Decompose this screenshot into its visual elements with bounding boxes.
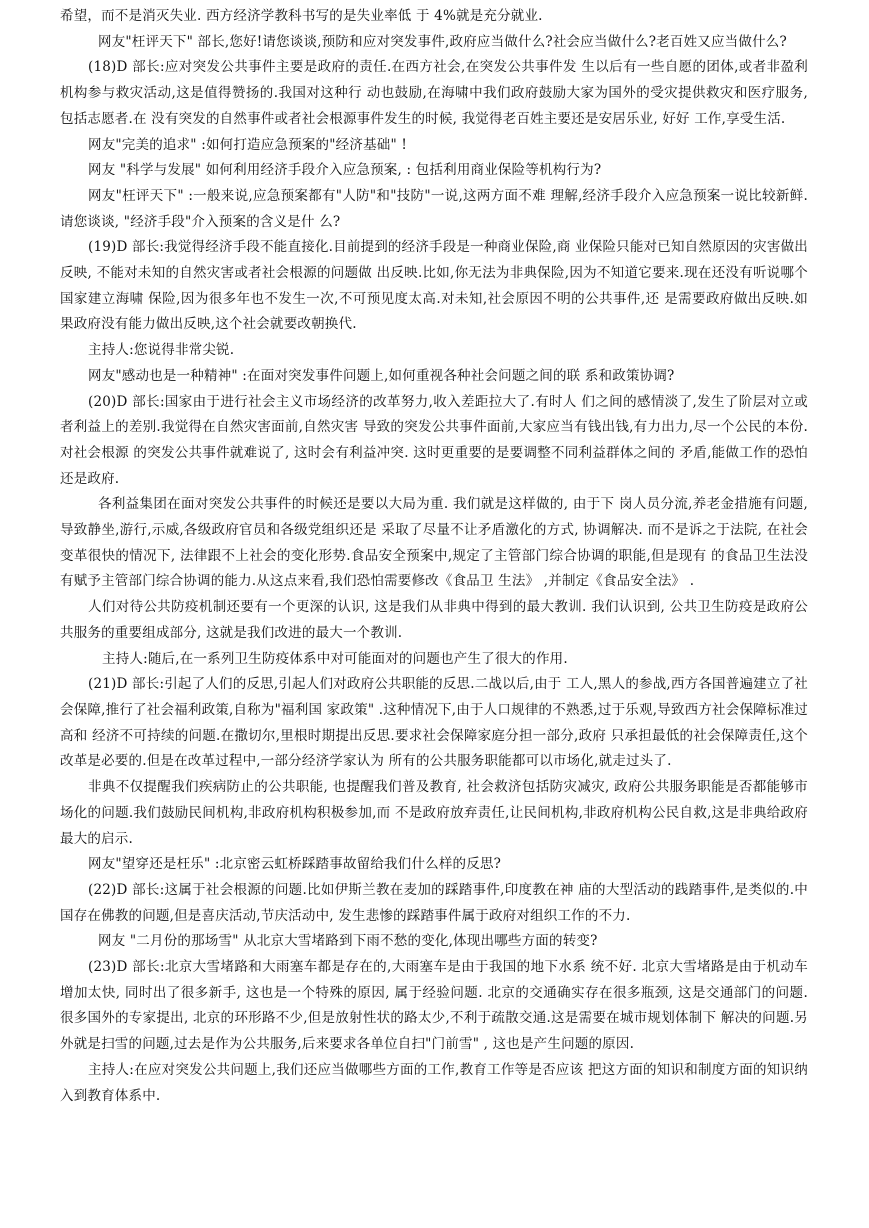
paragraph: 主持人:在应对突发公共问题上,我们还应当做哪些方面的工作,教育工作等是否应该 把这方面的知识和制度方面的知识纳入到教育体系中. bbox=[60, 1061, 808, 1104]
paragraph: (22)D 部长:这属于社会根源的问题.比如伊斯兰教在麦加的踩踏事件,印度教在神 庙的大型活动的践踏事件,是类似的.中国存在佛教的问题,但是喜庆活动,节庆活动中, 发生悲惨的踩踏事件属于政府对组织工作的不力. bbox=[60, 881, 808, 924]
paragraph: 网友 "科学与发展" 如何利用经济手段介入应急预案, : 包括利用商业保险等机构行为? bbox=[88, 162, 602, 179]
paragraph: (23)D 部长:北京大雪堵路和大雨塞车都是存在的,大雨塞车是由于我国的地下水系 统不好. 北京大雪堵路是由于机动车增加太快, 同时出了很多新手, 这也是一个特殊的原因, 属于经验问题. 北京的交通确实存在很多瓶颈, 这是交通部门的问题. 很多国外的专家提出, 北京的环形路不少,但是放射性状的路太少,不利于疏散交通.这是需要在城市规划体制下 解决的问题.另外就是扫雪的问题,过去是作为公共服务,后来要求各单位自扫"门前雪" , 这也是产生问题的原因. bbox=[60, 959, 808, 1053]
document-page bbox=[60, 4, 808, 1109]
paragraph: 网友"望穿还是枉乐" :北京密云虹桥踩踏事故留给我们什么样的反思? bbox=[88, 856, 502, 873]
paragraph: 网友"感动也是一种精神" :在面对突发事件问题上,如何重视各种社会问题之间的联 系和政策协调? bbox=[88, 367, 675, 384]
paragraph: 网友"枉评天下" :一般来说,应急预案都有"人防"和"技防"一说,这两方面不难 理解,经济手段介入应急预案一说比较新鲜.请您谈谈, "经济手段"介入预案的含义是什 么? bbox=[60, 187, 808, 230]
paragraph: 各利益集团在面对突发公共事件的时候还是要以大局为重. 我们就是这样做的, 由于下 岗人员分流,养老金措施有问题,导致静坐,游行,示威,各级政府官员和各级党组织还是 采取了尽量不让矛盾激化的方式, 协调解决. 而不是诉之于法院, 在社会变革很快的情况下, 法律跟不上社会的变化形势.食品安全预案中,规定了主管部门综合协调的职能,但是现有 的食品卫生法没有赋予主管部门综合协调的能力.从这点来看,我们恐怕需要修改《食品卫 生法》 ,并制定《食品安全法》 . bbox=[60, 496, 808, 590]
paragraph: 人们对待公共防疫机制还要有一个更深的认识, 这是我们从非典中得到的最大教训. 我们认识到, 公共卫生防疫是政府公共服务的重要组成部分, 这就是我们改进的最大一个教训. bbox=[60, 599, 808, 641]
paragraph: 网友 "二月份的那场雪" 从北京大雪堵路到下雨不愁的变化,体现出哪些方面的转变? bbox=[98, 933, 598, 950]
paragraph: 网友"完美的追求" :如何打造应急预案的"经济基础" ! bbox=[88, 136, 407, 153]
paragraph: 主持人:随后,在一系列卫生防疫体系中对可能面对的问题也产生了很大的作用. bbox=[102, 650, 568, 667]
paragraph: 网友"枉评天下" 部长,您好!请您谈谈,预防和应对突发事件,政府应当做什么?社会应当做什么?老百姓又应当做什么? bbox=[98, 33, 787, 50]
paragraph: (21)D 部长:引起了人们的反思,引起人们对政府公共职能的反思.二战以后,由于 工人,黑人的参战,西方各国普遍建立了社会保障,推行了社会福利政策,自称为"福利国 家政策" .这种情况下,由于人口规律的不熟悉,过于乐观,导致西方社会保障标准过高和 经济不可持续的问题.在撒切尔,里根时期提出反思.要求社会保障家庭分担一部分,政府 只承担最低的社会保障责任,这个改革是必要的.但是在改革过程中,一部分经济学家认为 所有的公共服务职能都可以市场化,就走过头了. bbox=[60, 676, 808, 770]
paragraph: (20)D 部长:国家由于进行社会主义市场经济的改革努力,收入差距拉大了.有时人 们之间的感情淡了,发生了阶层对立或者利益上的差别.我觉得在自然灾害面前,自然灾害 导致的突发公共事件面前,大家应当有钱出钱,有力出力,尽一个公民的本份.对社会根源 的突发公共事件就难说了, 这时会有利益冲突. 这时更重要的是要调整不同利益群体之间的 矛盾,能做工作的恐怕还是政府. bbox=[60, 393, 808, 487]
paragraph: (18)D 部长:应对突发公共事件主要是政府的责任.在西方社会,在突发公共事件发 生以后有一些自愿的团体,或者非盈利机构参与救灾活动,这是值得赞扬的.我国对这种行 动也鼓励,在海啸中我们政府鼓励大家为国外的受灾提供救灾和医疗服务,包括志愿者.在 没有突发的自然事件或者社会根源事件发生的时候, 我觉得老百姓主要还是安居乐业, 好好 工作,享受生活. bbox=[60, 59, 808, 127]
paragraph: 希望，而不是消灭失业. 西方经济学教科书写的是失业率低 于 4%就是充分就业. bbox=[60, 8, 543, 24]
paragraph: 非典不仅提醒我们疾病防止的公共职能, 也提醒我们普及教育, 社会救济包括防灾减灾, 政府公共服务职能是否都能够市场化的问题.我们鼓励民间机构,非政府机构积极参加,而 不是政府放弃责任,让民间机构,非政府机构公民自救,这是非典给政府最大的启示. bbox=[60, 779, 808, 847]
paragraph: 主持人:您说得非常尖锐. bbox=[88, 342, 235, 359]
paragraph: (19)D 部长:我觉得经济手段不能直接化.目前提到的经济手段是一种商业保险,商 业保险只能对已知自然原因的灾害做出反映, 不能对未知的自然灾害或者社会根源的问题做 出反映.比如,你无法为非典保险,因为不知道它要来.现在还没有听说哪个国家建立海啸 保险,因为很多年也不发生一次,不可预见度太高.对未知,社会原因不明的公共事件,还 是需要政府做出反映.如果政府没有能力做出反映,这个社会就要改朝换代. bbox=[60, 239, 808, 333]
